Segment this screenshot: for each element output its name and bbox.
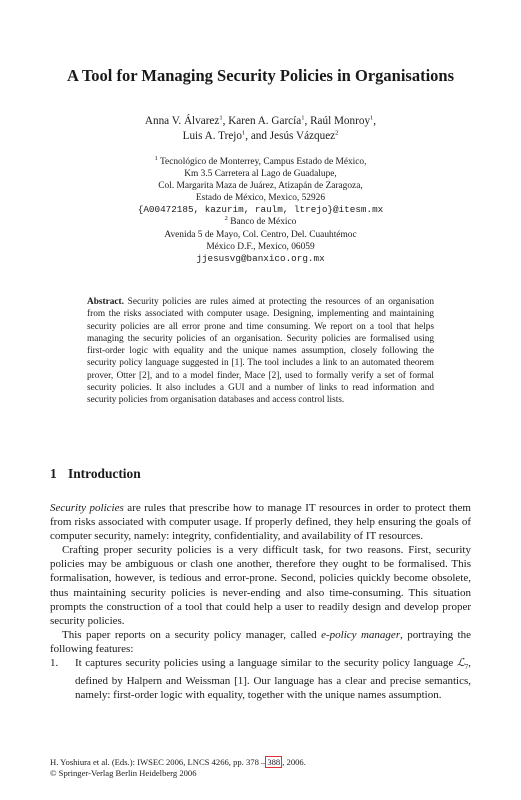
affiliation-line: México D.F., Mexico, 06059 [206, 241, 315, 252]
author-email: jjesusvg@banxico.org.mx [196, 252, 325, 264]
body-text [50, 501, 471, 703]
language-subscript: 7 [464, 663, 469, 672]
abstract [87, 296, 434, 407]
affiliation-marker: 1 [301, 114, 305, 122]
affiliation-line: Col. Margarita Maza de Juárez, Atizapán de Zaragoza, [158, 181, 363, 192]
affiliation-line: $^1$ Tecnológico de Monterrey, Campus Estado de México, [154, 154, 367, 167]
affiliation-marker: 1 [370, 114, 374, 122]
emphasis: Security policies [50, 502, 124, 514]
author-name: Raúl Monroy [310, 115, 371, 127]
author-list [0, 114, 521, 144]
affiliation-marker: 1 [219, 114, 223, 122]
citation-line: H. Yoshiura et al. (Eds.): IWSEC 2006, LNCS 4266, pp. 378 – 388 , 2006. [50, 757, 306, 767]
affiliation-number: 2 [224, 215, 228, 223]
affiliations [0, 156, 521, 265]
author-name: Luis A. Trejo [182, 130, 242, 142]
affiliation-line: Avenida 5 de Mayo, Col. Centro, Del. Cuauhtémoc [164, 229, 357, 240]
author-separator: , [245, 130, 251, 142]
page-link[interactable]: 388 [267, 757, 281, 767]
author-line-2 [0, 129, 521, 144]
emphasis: e-policy manager [321, 628, 401, 641]
affiliation-line: $^2$ Banco de México [224, 215, 297, 228]
list-item: 1. It captures security policies using a language similar to the security policy language ℒ$_7$, defined by Halpern and Weissman [1]. Our language has a clear and precise semantics, namely: first-order logic with equality, together with the unique names assumption. [50, 657, 471, 702]
footer-citation [50, 757, 471, 779]
language-symbol: ℒ [456, 657, 465, 670]
feature-list [50, 656, 471, 702]
paper-title: A Tool for Managing Security Policies in Organisations [66, 66, 455, 85]
paragraph: Security policies are rules that prescribe how to manage IT resources in order to protect them from risks associated with computer usage. If properly defined, they help ensuring the goals of computer security, namely: integrity, confidentiality, and availability of IT resources. [50, 502, 471, 543]
list-marker: 1. [50, 657, 59, 670]
affiliation-marker: 1 [241, 129, 246, 137]
affiliation-line: Km 3.5 Carretera al Lago de Guadalupe, [184, 169, 337, 180]
copyright-line: © Springer-Verlag Berlin Heidelberg 2006 [50, 768, 197, 778]
author-separator: , [222, 115, 229, 127]
author-email: {A00472185, kazurim, raulm, ltrejo}@itesm.mx [137, 204, 384, 216]
section-number: 1 [50, 466, 57, 481]
paragraph: This paper reports on a security policy manager, called e-policy manager, portraying the following features: [50, 628, 471, 655]
affiliation-marker: 2 [335, 129, 339, 137]
abstract-label: Abstract. [87, 297, 124, 307]
section-title: Introduction [68, 466, 141, 481]
section-heading [50, 466, 141, 482]
affiliation-line: Estado de México, Mexico, 52926 [195, 193, 326, 204]
affiliation-number: 1 [154, 154, 158, 162]
author-separator: , [373, 115, 377, 127]
author-separator: , [304, 115, 311, 127]
author-line-1 [0, 114, 521, 129]
author-name: Anna V. Álvarez [144, 115, 220, 127]
paragraph: Crafting proper security policies is a very difficult task, for two reasons. First, security policies may be ambiguous or clash one another, therefore they ought to be formalised. This formalisation, however, is tedious and error-prone. Second, policies quickly become obsolete, thus maintaining security policies is never-ending and also time-consuming. This situation prompts the construction of a tool that could help a user to readily design and develop proper security policies. [50, 544, 471, 627]
author-name: Karen A. García [228, 115, 302, 127]
abstract-text: Security policies are rules aimed at protecting the resources of an organisation from the risks associated with computer usage. Designing, implementing and maintaining security policies are all error prone and time consuming. We report on a tool that helps managing the security policies of an organisation. Security policies are formalised using first-order logic with equality and the unique names assumption, closely following the security policy language suggested in [1]. The tool includes a link to an automated theorem prover, Otter [2], and to a model finder, Mace [2], used to formally verify a set of formal security policies. It also includes a GUI and a number of links to read information and security policies from organisation databases and access control lists. [87, 297, 434, 406]
author-name: and Jesús Vázquez [250, 130, 336, 142]
